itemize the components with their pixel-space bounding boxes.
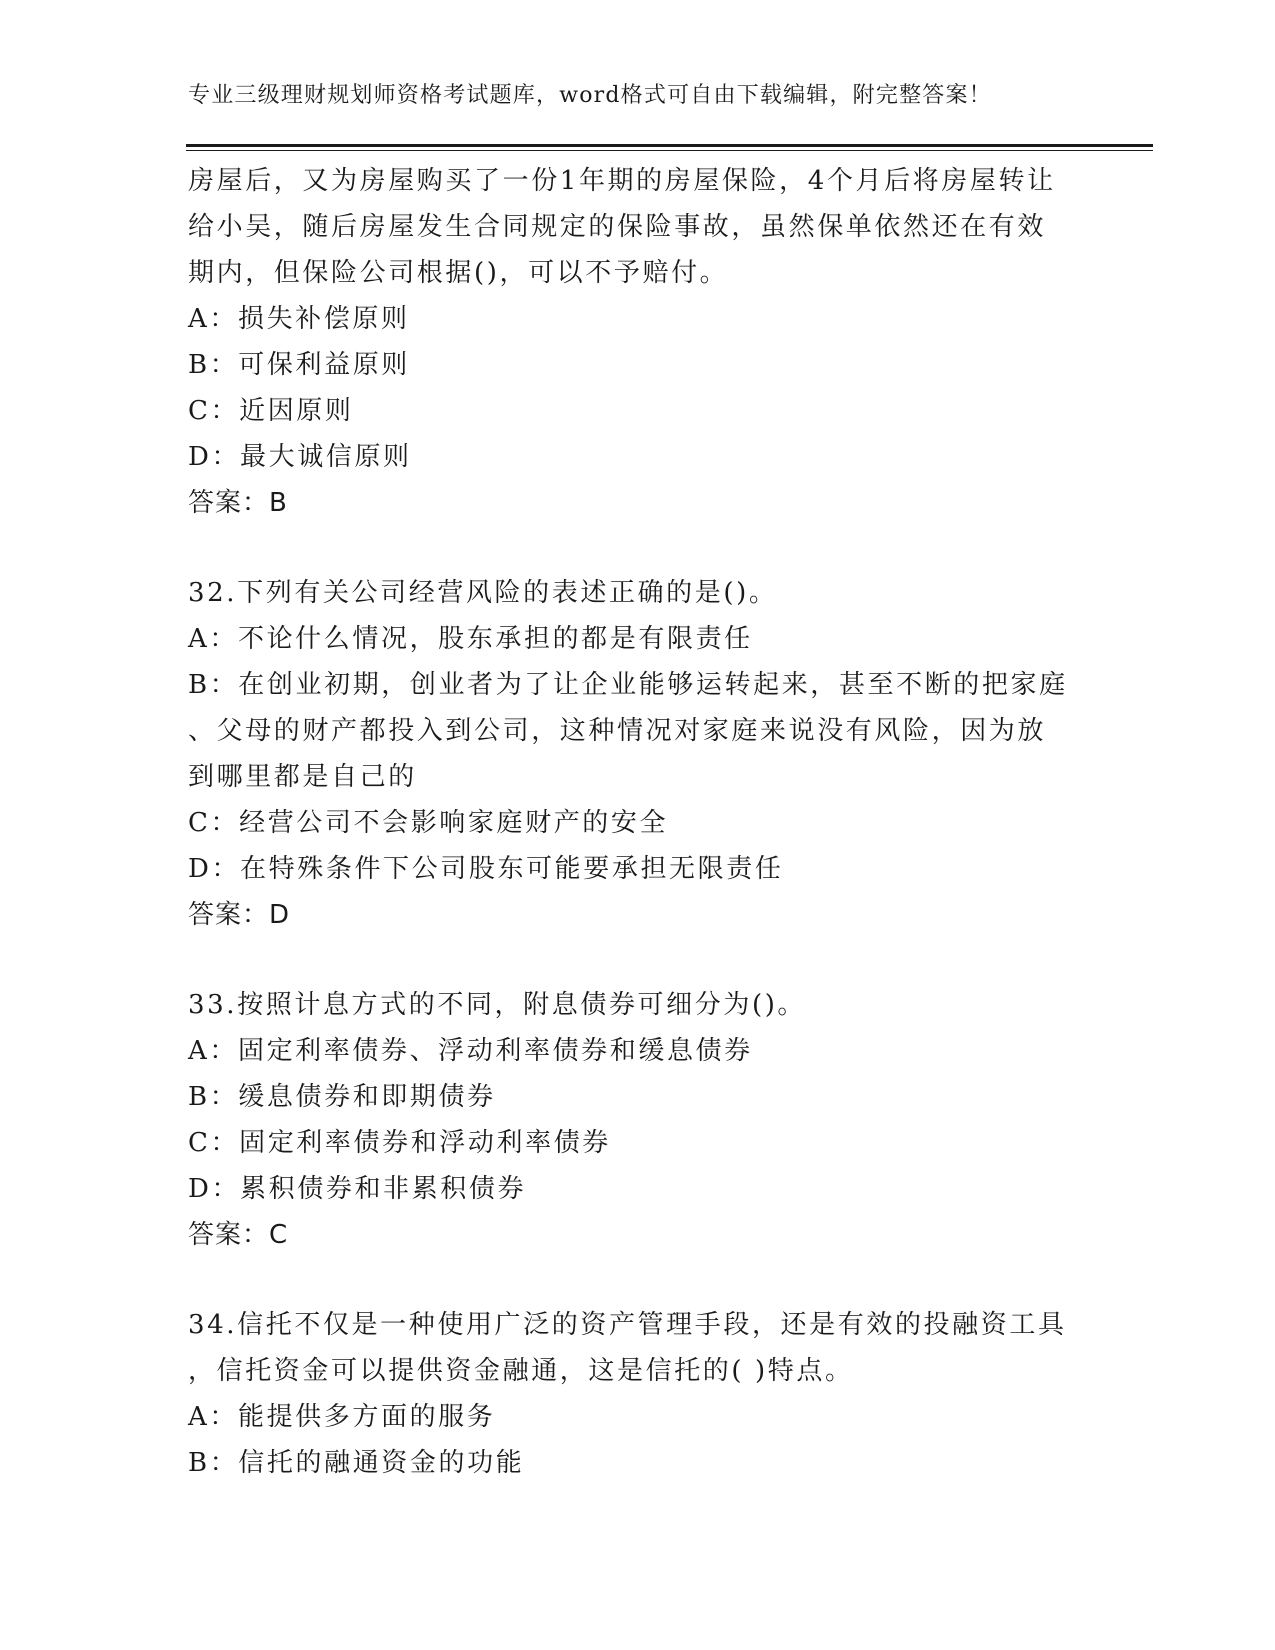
question-stem-line: 34.信托不仅是一种使用广泛的资产管理手段，还是有效的投融资工具 xyxy=(188,1310,1067,1340)
option-a: A：不论什么情况，股东承担的都是有限责任 xyxy=(188,624,753,654)
option-d: D：在特殊条件下公司股东可能要承担无限责任 xyxy=(188,854,784,884)
option-d: D：累积债券和非累积债券 xyxy=(188,1174,527,1204)
question-stem-line: 期内，但保险公司根据()，可以不予赔付。 xyxy=(188,258,729,288)
header-rule-thin xyxy=(186,150,1153,151)
answer-line: 答案：B xyxy=(188,488,288,518)
option-b-continued: 、父母的财产都投入到公司，这种情况对家庭来说没有风险，因为放 xyxy=(188,716,1047,746)
question-block xyxy=(188,570,1148,938)
option-a: A：能提供多方面的服务 xyxy=(188,1402,496,1432)
question-stem-line: 房屋后，又为房屋购买了一份1年期的房屋保险，4个月后将房屋转让 xyxy=(188,166,1056,196)
question-list xyxy=(188,158,1148,1486)
header-rule-thick xyxy=(186,144,1153,147)
spacer xyxy=(188,938,1148,982)
question-block xyxy=(188,1302,1148,1486)
question-block xyxy=(188,158,1148,526)
question-stem-line: 给小吴，随后房屋发生合同规定的保险事故，虽然保单依然还在有效 xyxy=(188,212,1047,242)
question-stem-line: 32.下列有关公司经营风险的表述正确的是()。 xyxy=(188,578,778,608)
option-a: A：损失补偿原则 xyxy=(188,304,410,334)
option-b: B：信托的融通资金的功能 xyxy=(188,1448,525,1478)
spacer xyxy=(188,1258,1148,1302)
option-b-continued: 到哪里都是自己的 xyxy=(188,762,417,792)
option-b: B：在创业初期，创业者为了让企业能够运转起来，甚至不断的把家庭 xyxy=(188,670,1068,700)
question-block xyxy=(188,982,1148,1258)
option-b: B：可保利益原则 xyxy=(188,350,410,380)
option-d: D：最大诚信原则 xyxy=(188,442,412,472)
question-stem-line: 33.按照计息方式的不同，附息债券可细分为()。 xyxy=(188,990,807,1020)
option-c: C：经营公司不会影响家庭财产的安全 xyxy=(188,808,669,838)
answer-line: 答案：C xyxy=(188,1220,289,1250)
question-stem-line: ，信托资金可以提供资金融通，这是信托的( )特点。 xyxy=(188,1356,854,1386)
option-c: C：固定利率债券和浮动利率债券 xyxy=(188,1128,611,1158)
answer-line: 答案：D xyxy=(188,900,291,930)
page-header: 专业三级理财规划师资格考试题库，word格式可自由下载编辑，附完整答案！ xyxy=(188,83,992,108)
option-a: A：固定利率债券、浮动利率债券和缓息债券 xyxy=(188,1036,753,1066)
option-c: C：近因原则 xyxy=(188,396,354,426)
option-b: B：缓息债券和即期债券 xyxy=(188,1082,496,1112)
spacer xyxy=(188,526,1148,570)
